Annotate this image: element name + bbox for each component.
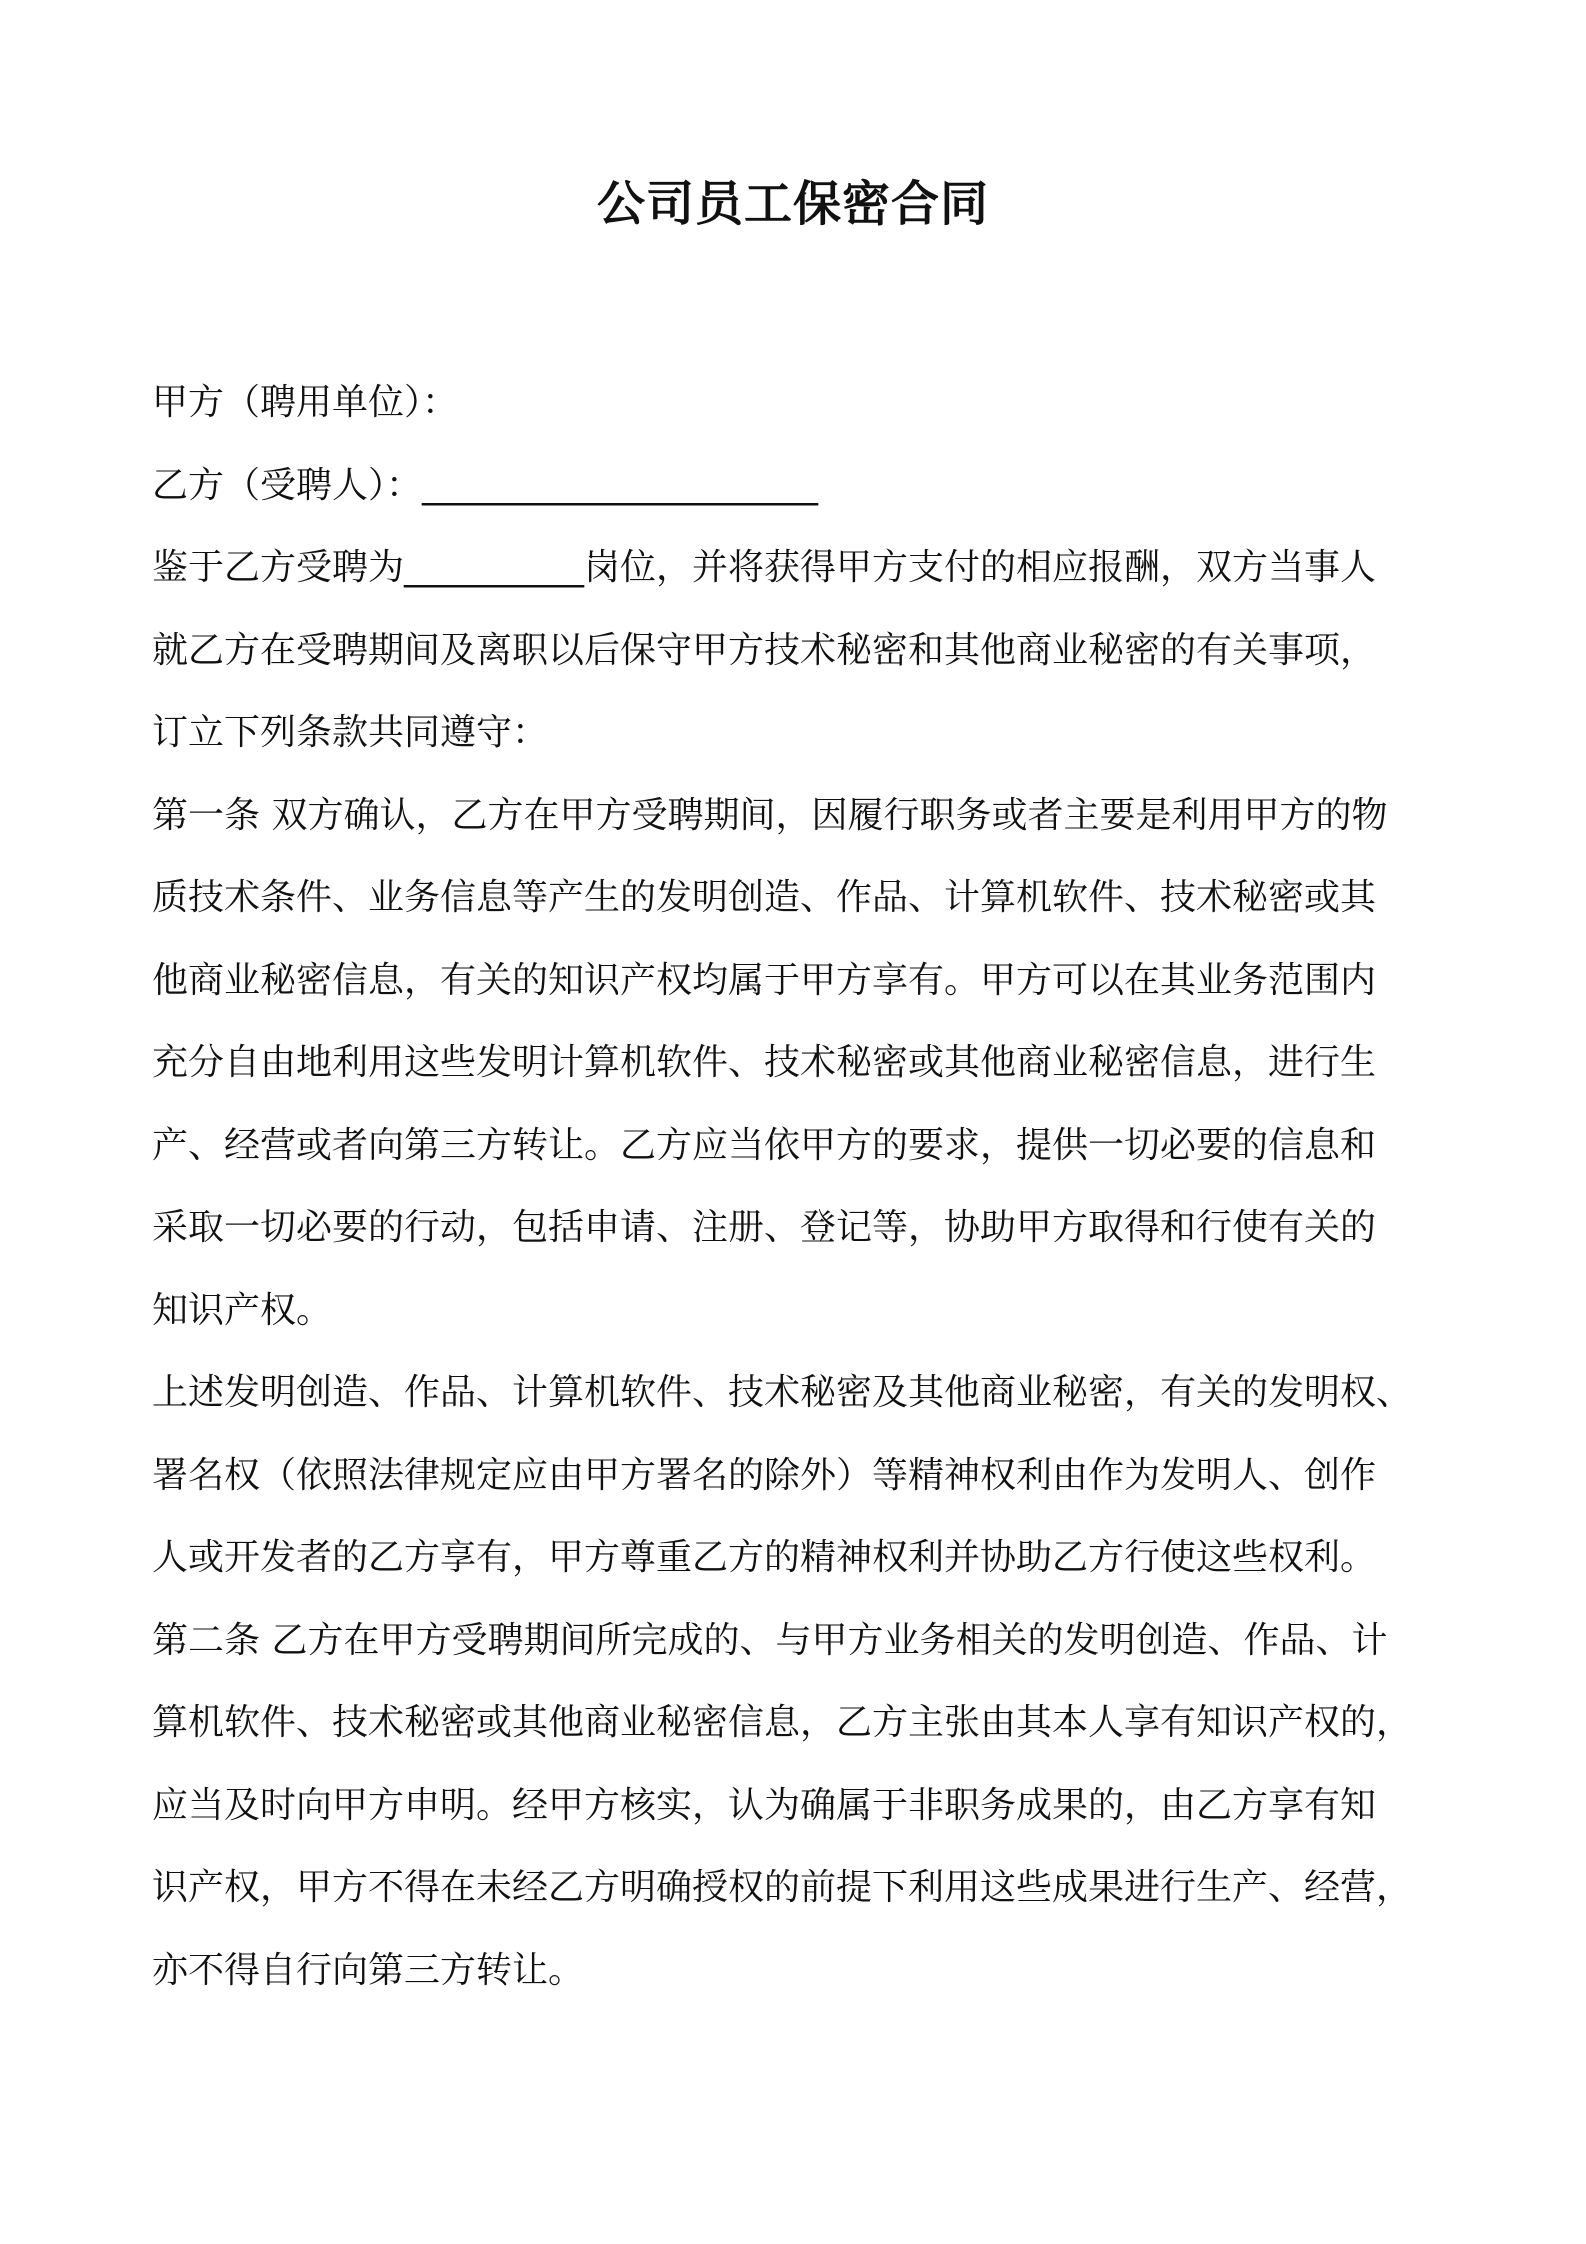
article-2-line: 应当及时向甲方申明。经甲方核实，认为确属于非职务成果的，由乙方享有知 <box>152 1784 1377 1826</box>
article-2-line: 算机软件、技术秘密或其他商业秘密信息，乙方主张由其本人享有知识产权的， <box>152 1702 1413 1743</box>
document-title: 公司员工保密合同 <box>596 176 989 232</box>
article-2-line: 第二条 乙方在甲方受聘期间所完成的、与甲方业务相关的发明创造、作品、计 <box>152 1619 1388 1661</box>
article-1-note-line: 人或开发者的乙方享有，甲方尊重乙方的精神权利并协助乙方行使这些权利。 <box>152 1537 1377 1578</box>
preamble-line: 订立下列条款共同遵守： <box>152 712 549 753</box>
article-1-note-line: 上述发明创造、作品、计算机软件、技术秘密及其他商业秘密，有关的发明权、 <box>152 1372 1413 1413</box>
preamble-line: 就乙方在受聘期间及离职以后保守甲方技术秘密和其他商业秘密的有关事项， <box>152 629 1377 671</box>
article-2-line: 亦不得自行向第三方转让。 <box>152 1949 585 1991</box>
document-body <box>152 362 1462 2012</box>
article-1-line: 产、经营或者向第三方转让。乙方应当依甲方的要求，提供一切必要的信息和 <box>152 1124 1377 1166</box>
article-1-line: 质技术条件、业务信息等产生的发明创造、作品、计算机软件、技术秘密或其 <box>152 877 1377 918</box>
article-1-line: 充分自由地利用这些发明计算机软件、技术秘密或其他商业秘密信息，进行生 <box>152 1042 1377 1083</box>
article-1-note-line: 署名权（依照法律规定应由甲方署名的除外）等精神权利由作为发明人、创作 <box>152 1454 1377 1496</box>
article-1-line: 采取一切必要的行动，包括申请、注册、登记等，协助甲方取得和行使有关的 <box>152 1207 1377 1248</box>
article-1-line: 知识产权。 <box>152 1289 333 1331</box>
article-1-line: 他商业秘密信息，有关的知识产权均属于甲方享有。甲方可以在其业务范围内 <box>152 959 1377 1001</box>
party-b-line: 乙方（受聘人）：______________________ <box>152 464 819 506</box>
preamble-line: 鉴于乙方受聘为__________岗位，并将获得甲方支付的相应报酬，双方当事人 <box>152 547 1377 588</box>
article-2-line: 识产权，甲方不得在未经乙方明确授权的前提下利用这些成果进行生产、经营， <box>152 1867 1413 1908</box>
article-1-line: 第一条 双方确认，乙方在甲方受聘期间，因履行职务或者主要是利用甲方的物 <box>152 794 1388 836</box>
party-a-line: 甲方（聘用单位）： <box>152 382 459 423</box>
